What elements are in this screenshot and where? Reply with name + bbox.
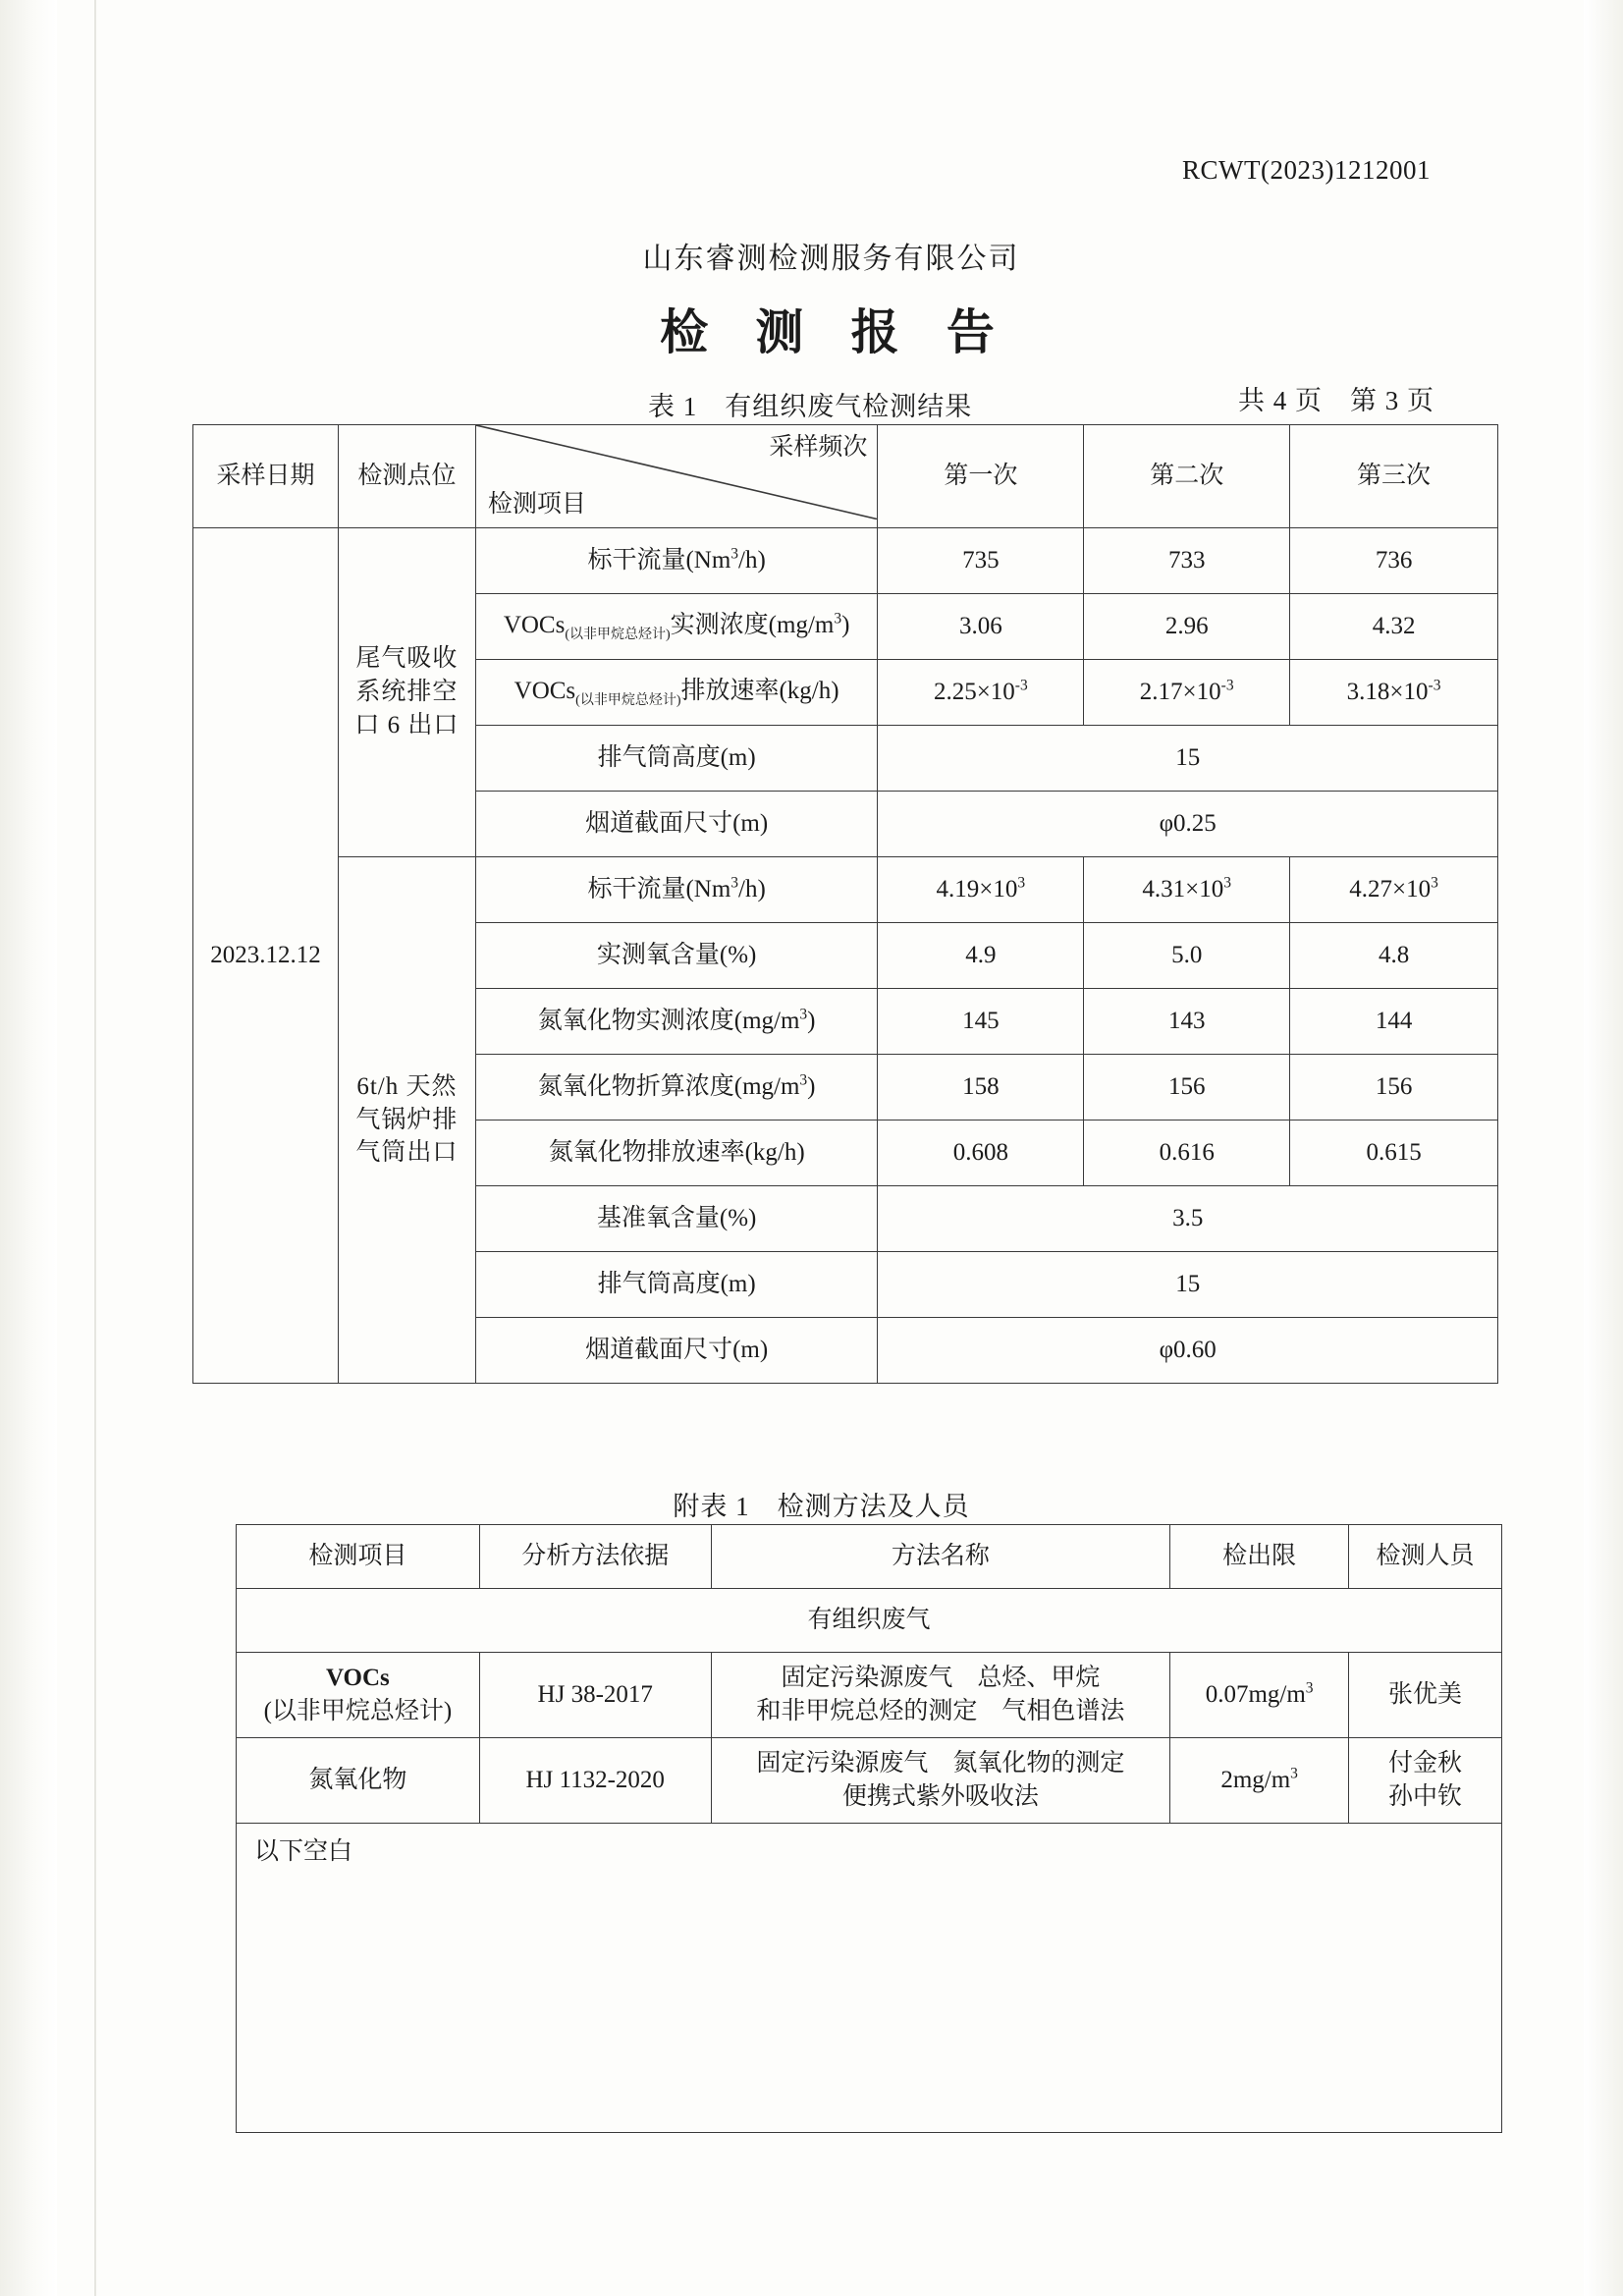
table-row — [193, 528, 1498, 594]
item-stack-height-2: 排气筒高度(m) — [475, 1252, 878, 1318]
header-round-3: 第三次 — [1290, 425, 1498, 528]
table2-caption: 附表 1 检测方法及人员 — [673, 1492, 970, 1521]
item-stack-height-1: 排气筒高度(m) — [475, 726, 878, 792]
header-monitoring-point: 检测点位 — [338, 425, 475, 528]
annex-staff-nox-1: 付金秋 — [1388, 1750, 1463, 1777]
annex-header-limit: 检出限 — [1170, 1525, 1349, 1589]
annex-staff-vocs: 张优美 — [1349, 1653, 1502, 1738]
annex-method-nox-line2: 便携式紫外吸收法 — [841, 1783, 1039, 1810]
annex-row — [237, 1738, 1502, 1824]
annex-section-row — [237, 1589, 1502, 1653]
item-reference-oxygen: 基准氧含量(%) — [475, 1186, 878, 1252]
table-header-row — [193, 425, 1498, 528]
monitoring-point-1: 尾气吸收 系统排空 口 6 出口 — [338, 528, 475, 857]
value-cell: 2.96 — [1084, 594, 1290, 660]
annex-limit-vocs-sup: 3 — [1305, 1679, 1314, 1697]
item-nox-measured-conc: 氮氧化物实测浓度$(mg/m^3)$ — [475, 989, 878, 1055]
annex-header-row — [237, 1525, 1502, 1589]
emission-results-table — [192, 424, 1498, 1384]
annex-basis-nox: HJ 1132-2020 — [479, 1738, 711, 1824]
report-title: 检 测 报 告 — [660, 305, 1012, 359]
header-round-1: 第一次 — [878, 425, 1084, 528]
item-voc-rate: VOCs$_{(以非甲烷总烃计)}$排放速率(kg/h) — [475, 660, 878, 726]
annex-item-vocs-name: VOCs — [326, 1665, 390, 1692]
annex-limit-vocs-value: 0.07mg/m — [1205, 1681, 1306, 1709]
annex-limit-nox — [1170, 1738, 1349, 1824]
value-cell: 5.0 — [1084, 923, 1290, 989]
value-cell: $2.25\times 10^{-3}$ — [878, 660, 1084, 726]
annex-limit-vocs — [1170, 1653, 1349, 1738]
annex-blank-note: 以下空白 — [237, 1824, 1502, 2133]
value-cell-merged: φ0.25 — [878, 792, 1498, 857]
annex-method-nox-line1: 固定污染源废气 氮氧化物的测定 — [756, 1750, 1125, 1777]
annex-method-vocs-line1: 固定污染源废气 总烃、甲烷 — [781, 1665, 1101, 1692]
annex-item-vocs — [237, 1653, 480, 1738]
header-sampling-date: 采样日期 — [193, 425, 339, 528]
annex-method-vocs-line2: 和非甲烷总烃的测定 气相色谱法 — [756, 1698, 1125, 1724]
annex-header-item: 检测项目 — [237, 1525, 480, 1589]
value-cell: 145 — [878, 989, 1084, 1055]
table-row — [193, 857, 1498, 923]
methods-and-staff-table — [236, 1524, 1502, 2133]
annex-section-label: 有组织废气 — [237, 1589, 1502, 1653]
value-cell: 156 — [1290, 1055, 1498, 1121]
annex-blank-row — [237, 1824, 1502, 2133]
annex-limit-nox-value: 2mg/m — [1220, 1767, 1291, 1794]
value-cell-merged: 15 — [878, 1252, 1498, 1318]
header-sampling-frequency: 采样频次 — [769, 434, 868, 461]
value-cell: 156 — [1084, 1055, 1290, 1121]
item-measured-oxygen: 实测氧含量(%) — [475, 923, 878, 989]
item-nox-converted-conc: 氮氧化物折算浓度$(mg/m^3)$ — [475, 1055, 878, 1121]
annex-staff-nox — [1349, 1738, 1502, 1824]
item-nox-rate: 氮氧化物排放速率(kg/h) — [475, 1121, 878, 1186]
value-cell: $4.31\times 10^3$ — [1084, 857, 1290, 923]
annex-header-method: 方法名称 — [711, 1525, 1170, 1589]
item-dry-flow-1: 标干流量(Nm$^3$/h) — [475, 528, 878, 594]
annex-limit-nox-sup: 3 — [1290, 1765, 1298, 1782]
annex-header-staff: 检测人员 — [1349, 1525, 1502, 1589]
value-cell: $2.17\times 10^{-3}$ — [1084, 660, 1290, 726]
value-cell-merged: φ0.60 — [878, 1318, 1498, 1384]
annex-method-nox — [711, 1738, 1170, 1824]
annex-staff-nox-2: 孙中钦 — [1388, 1783, 1463, 1810]
value-cell: 0.616 — [1084, 1121, 1290, 1186]
value-cell-merged: 15 — [878, 726, 1498, 792]
value-cell: 143 — [1084, 989, 1290, 1055]
annex-header-basis: 分析方法依据 — [479, 1525, 711, 1589]
item-voc-concentration: VOCs$_{(以非甲烷总烃计)}$实测浓度$(mg/m^3)$ — [475, 594, 878, 660]
annex-basis-vocs: HJ 38-2017 — [479, 1653, 711, 1738]
item-duct-size-2: 烟道截面尺寸(m) — [475, 1318, 878, 1384]
value-cell: 0.608 — [878, 1121, 1084, 1186]
company-name: 山东睿测检测服务有限公司 — [642, 243, 1020, 275]
value-cell: $3.18\times 10^{-3}$ — [1290, 660, 1498, 726]
document-number: RCWT(2023)1212001 — [1182, 155, 1431, 185]
value-cell: 4.32 — [1290, 594, 1498, 660]
value-cell: $4.19\times 10^3$ — [878, 857, 1084, 923]
value-cell: 735 — [878, 528, 1084, 594]
value-cell: 144 — [1290, 989, 1498, 1055]
value-cell-merged: 3.5 — [878, 1186, 1498, 1252]
page-count: 共 4 页 第 3 页 — [1238, 386, 1434, 415]
value-cell: 3.06 — [878, 594, 1084, 660]
annex-item-vocs-note: (以非甲烷总烃计) — [263, 1698, 453, 1724]
value-cell: 158 — [878, 1055, 1084, 1121]
item-dry-flow-2: 标干流量(Nm$^3$/h) — [475, 857, 878, 923]
value-cell: $4.27\times 10^3$ — [1290, 857, 1498, 923]
header-test-item: 检测项目 — [487, 491, 586, 519]
annex-item-nox: 氮氧化物 — [237, 1738, 480, 1824]
value-cell: 4.8 — [1290, 923, 1498, 989]
value-cell: 0.615 — [1290, 1121, 1498, 1186]
value-cell: 736 — [1290, 528, 1498, 594]
value-cell: 4.9 — [878, 923, 1084, 989]
header-item-frequency-split — [475, 425, 878, 528]
annex-method-vocs — [711, 1653, 1170, 1738]
annex-row — [237, 1653, 1502, 1738]
sampling-date-value: 2023.12.12 — [193, 528, 339, 1384]
table1-caption: 表 1 有组织废气检测结果 — [648, 392, 973, 421]
value-cell: 733 — [1084, 528, 1290, 594]
monitoring-point-2: 6t/h 天然 气锅炉排 气筒出口 — [338, 857, 475, 1384]
item-duct-size-1: 烟道截面尺寸(m) — [475, 792, 878, 857]
header-round-2: 第二次 — [1084, 425, 1290, 528]
